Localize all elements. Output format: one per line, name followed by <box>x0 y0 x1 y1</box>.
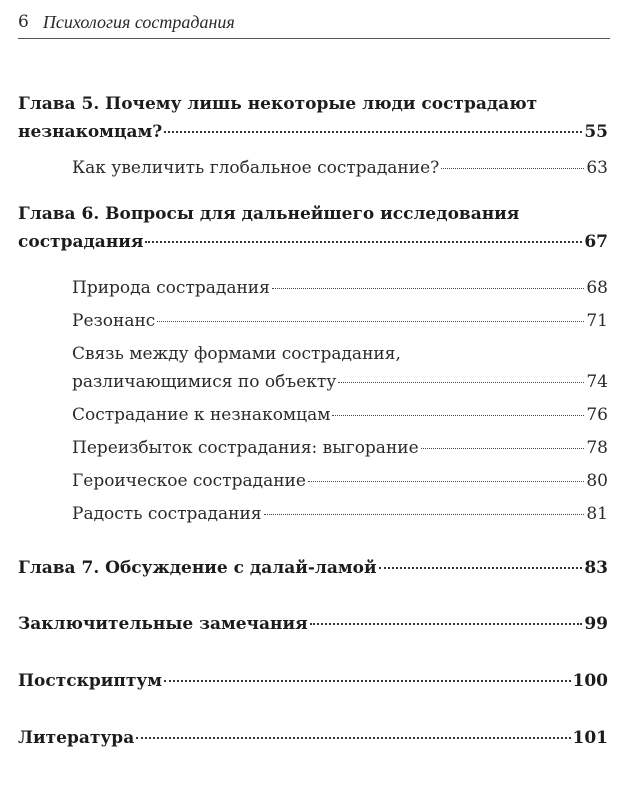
toc-entry-page: 101 <box>572 728 608 748</box>
toc-entry-concluding-remarks[interactable] <box>18 610 608 638</box>
toc-entry-title: Глава 7. Обсуждение с далай-ламой <box>18 558 377 578</box>
toc-entry-heroic-compassion[interactable] <box>18 467 608 495</box>
toc-entry-page: 81 <box>586 504 608 524</box>
toc-entry-title: Заключительные замечания <box>18 614 308 634</box>
toc-entry-title-line1: Связь между формами сострадания, <box>72 344 401 364</box>
toc-entry-title: Как увеличить глобальное сострадание? <box>72 158 440 178</box>
dot-leader <box>332 415 584 416</box>
toc-entry-page: 80 <box>586 471 608 491</box>
toc-entry-resonance[interactable] <box>18 307 608 335</box>
running-header <box>18 6 610 39</box>
dot-leader <box>164 131 582 133</box>
toc-entry-page: 67 <box>584 232 608 252</box>
toc-entry-title-line1: Глава 6. Вопросы для дальнейшего исследования <box>18 204 520 224</box>
dot-leader <box>272 288 585 289</box>
toc-entry-page: 99 <box>584 614 608 634</box>
toc-entry-page: 68 <box>586 278 608 298</box>
toc-entry-page: 63 <box>586 158 608 178</box>
toc-entry-compassion-to-strangers[interactable] <box>18 401 608 429</box>
toc-entry-postscript[interactable] <box>18 667 608 695</box>
toc-entry-title-line2: незнакомцам? <box>18 122 163 142</box>
dot-leader <box>310 623 583 625</box>
toc-entry-title-line2: различающимися по объекту <box>72 372 337 392</box>
toc-entry-page: 100 <box>572 671 608 691</box>
toc-entry-chapter-5[interactable] <box>18 90 608 146</box>
dot-leader <box>157 321 584 322</box>
toc-entry-title: Резонанс <box>72 311 156 331</box>
toc-entry-references[interactable] <box>18 724 608 752</box>
toc-entry-title: Сострадание к незнакомцам <box>72 405 331 425</box>
toc-entry-page: 55 <box>584 122 608 142</box>
dot-leader <box>164 680 570 682</box>
dot-leader <box>264 514 585 515</box>
toc-entry-title: Постскриптум <box>18 671 163 691</box>
toc-entry-title: Переизбыток сострадания: выгорание <box>72 438 419 458</box>
toc-entry-page: 78 <box>586 438 608 458</box>
toc-entry-page: 83 <box>584 558 608 578</box>
toc-entry-global-compassion[interactable] <box>18 154 608 182</box>
dot-leader <box>338 382 584 383</box>
toc-entry-page: 71 <box>586 311 608 331</box>
toc-entry-chapter-7[interactable] <box>18 554 608 582</box>
toc-entry-page: 76 <box>586 405 608 425</box>
toc-entry-title-line1: Глава 5. Почему лишь некоторые люди сострадают <box>18 94 538 114</box>
toc-entry-forms-of-compassion[interactable] <box>18 340 608 396</box>
toc-entry-title-line2: сострадания <box>18 232 144 252</box>
book-title: Психология сострадания <box>42 11 235 32</box>
page-number: 6 <box>18 12 29 32</box>
dot-leader <box>136 737 570 739</box>
toc-entry-page: 74 <box>586 372 608 392</box>
table-of-contents <box>18 90 608 752</box>
toc-entry-title: Природа сострадания <box>72 278 270 298</box>
toc-entry-nature-of-compassion[interactable] <box>18 274 608 302</box>
dot-leader <box>145 241 582 243</box>
toc-entry-title: Радость сострадания <box>72 504 262 524</box>
toc-entry-title: Литература <box>18 728 135 748</box>
toc-entry-chapter-6[interactable] <box>18 200 608 256</box>
toc-entry-burnout[interactable] <box>18 434 608 462</box>
toc-entry-title: Героическое сострадание <box>72 471 306 491</box>
dot-leader <box>441 168 584 169</box>
toc-entry-joy-of-compassion[interactable] <box>18 500 608 528</box>
dot-leader <box>308 481 584 482</box>
dot-leader <box>379 567 583 569</box>
dot-leader <box>421 448 585 449</box>
